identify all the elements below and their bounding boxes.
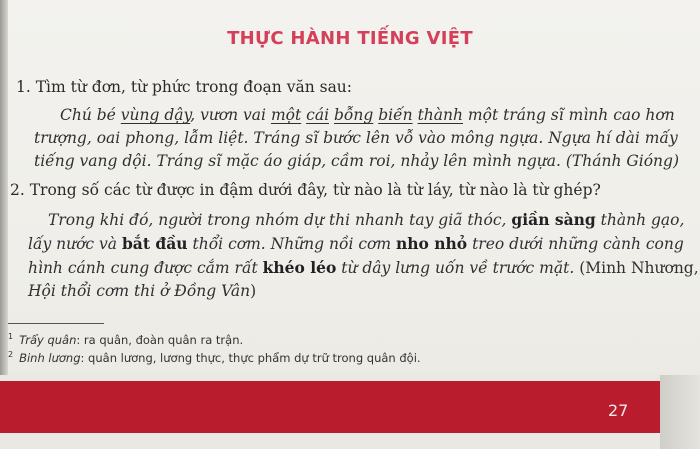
text-span: từ dây lưng uốn về trước mặt. (336, 259, 580, 277)
passage-2-line-3 (28, 256, 699, 280)
text-span: , vươn vai (190, 106, 271, 124)
question-2: 2. Trong số các từ được in đậm dưới đây, từ nào là từ láy, từ nào là từ ghép? (10, 181, 601, 199)
text-span: thổi cơm. Những nồi cơm (187, 235, 396, 253)
footnote-2 (8, 350, 421, 365)
source-citation: (Thánh Gióng) (565, 152, 679, 170)
source-title: Hội thổi cơm thi ở Đồng Vân (28, 282, 251, 300)
section-heading: THỰC HÀNH TIẾNG VIỆT (227, 28, 473, 49)
passage-2 (28, 208, 699, 303)
underlined-word: một (270, 106, 302, 124)
passage-1-line-2: trượng, oai phong, lẫm liệt. Tráng sĩ bước lên vỗ vào mông ngựa. Ngựa hí dài mấy (34, 129, 678, 147)
underlined-word: vùng dậy (120, 106, 191, 124)
footnote-number: 1 (8, 332, 14, 341)
text-span: treo dưới những cành cong (467, 235, 684, 253)
bold-word: khéo léo (262, 258, 337, 277)
text-span: hình cánh cung được cắm rất (28, 259, 263, 277)
page-footer-band (0, 375, 700, 449)
footnote-term: Trẩy quân (19, 332, 77, 347)
underlined-word: bỗng (333, 106, 374, 124)
passage-2-line-4 (28, 280, 608, 303)
passage-1-line-1 (34, 104, 675, 127)
underlined-word: thành (417, 106, 463, 124)
text-span: ) (250, 282, 257, 300)
footnote-divider (8, 323, 104, 324)
passage-1-line-3 (34, 150, 679, 173)
passage-2-line-2 (28, 232, 684, 256)
footnote-number: 2 (8, 350, 14, 359)
text-span: Trong khi đó, người trong nhóm dự thi nhanh tay giã thóc, (48, 211, 512, 229)
bold-word: bắt đầu (121, 234, 188, 253)
footnote-1 (8, 332, 243, 347)
text-span: lấy nước và (28, 235, 122, 253)
source-citation: (Minh Nhương, (579, 259, 699, 277)
text-span: một tráng sĩ mình cao hơn (462, 106, 675, 124)
underlined-word: biến (378, 106, 413, 124)
footnote-definition: : quân lương, lương thực, thực phẩm dự trữ trong quân đội. (80, 350, 421, 365)
passage-2-line-1 (28, 208, 685, 232)
page-edge-strip (660, 375, 700, 449)
footnote-definition: : ra quân, đoàn quân ra trận. (76, 332, 244, 347)
page-number: 27 (608, 401, 629, 420)
underlined-word: cái (306, 106, 330, 124)
footer-red-bar (0, 381, 660, 433)
text-span: thành gạo, (595, 211, 685, 229)
bold-word: giần sàng (511, 210, 596, 229)
bold-word: nho nhỏ (395, 234, 468, 253)
question-1: 1. Tìm từ đơn, từ phức trong đoạn văn sau: (16, 78, 353, 96)
footnote-term: Binh lương (19, 350, 81, 365)
passage-1 (34, 104, 679, 173)
text-span: tiếng vang dội. Tráng sĩ mặc áo giáp, cầm roi, nhảy lên mình ngựa. (34, 152, 566, 170)
text-span: Chú bé (60, 106, 121, 124)
